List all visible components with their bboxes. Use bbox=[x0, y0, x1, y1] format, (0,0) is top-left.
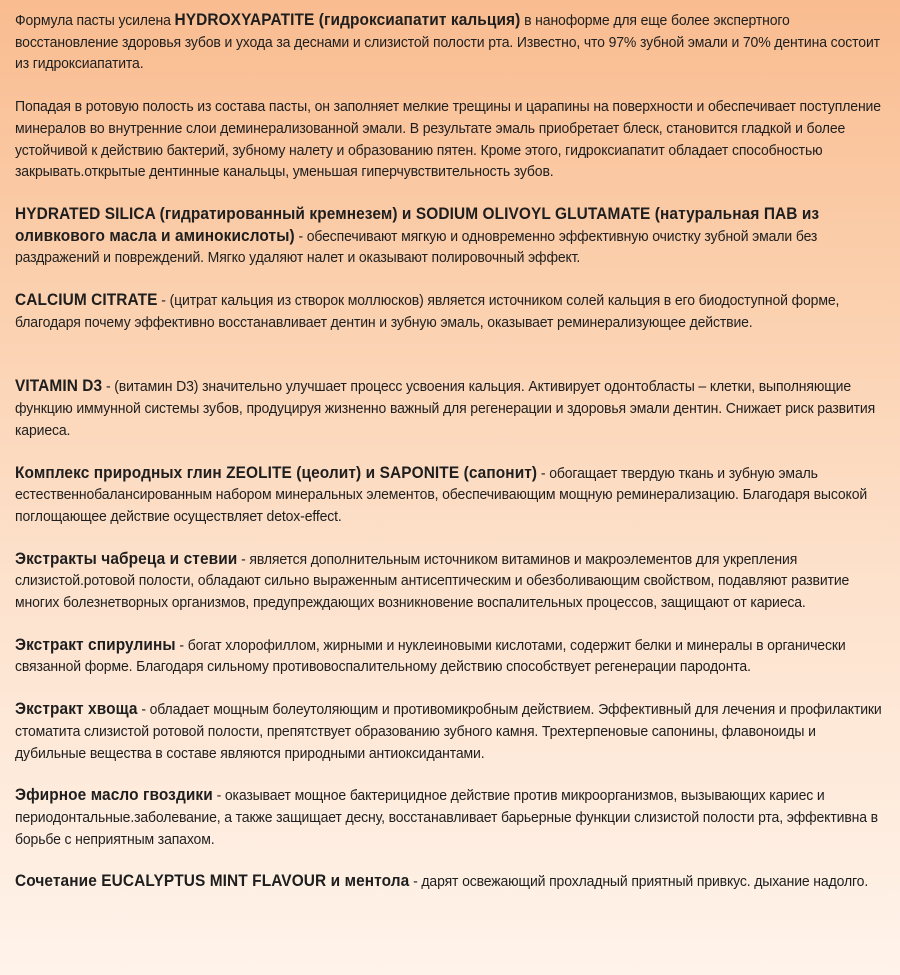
ingredient-title: CALCIUM CITRATE bbox=[15, 291, 158, 310]
ingredient-title: HYDROXYAPATITE (гидроксиапатит кальция) bbox=[174, 11, 521, 29]
ingredient-title: Комплекс природных глин ZEOLITE (цеолит) и SAPONITE (сапонит) bbox=[15, 463, 538, 482]
paragraph-eucalyptus-mint bbox=[15, 871, 885, 893]
paragraph-hydroxyapatite-effect bbox=[15, 96, 885, 183]
ingredient-title: Сочетание EUCALYPTUS MINT FLAVOUR и ментола bbox=[15, 872, 410, 891]
ingredient-title: Экстракт спирулины bbox=[15, 635, 176, 654]
paragraph-text: - (витамин D3) значительно улучшает процесс усвоения кальция. Активирует одонтобласты – клетки, выполняющие функцию иммунной системы зубов, продуцируя жизненно важный для регенерации и здоровья эмали дентин. Снижает риск развития кариеса. bbox=[15, 378, 876, 439]
paragraph-calcium-citrate bbox=[15, 290, 885, 333]
paragraph-spirulina bbox=[15, 635, 885, 678]
ingredient-title: Экстракты чабреца и стевии bbox=[15, 549, 238, 568]
paragraph-text: - богат хлорофиллом, жирными и нуклеиновыми кислотами, содержит белки и минералы в органически связанной форме. Благодаря сильному противовоспалительному действию способствует регенерации пародонта. bbox=[15, 636, 846, 676]
ingredient-title: Эфирное масло гвоздики bbox=[15, 786, 213, 805]
paragraph-clove-oil bbox=[15, 785, 885, 850]
paragraph-text: в наноформе для еще более экспертного восстановление здоровья зубов и ухода за деснами и слизистой полости рта. Известно, что 97% зубной эмали и 70% дентина состоит из гидроксиапатита. bbox=[15, 12, 880, 73]
paragraph-horsetail bbox=[15, 699, 885, 764]
paragraph-text: - дарят освежающий прохладный приятный привкус. дыхание надолго. bbox=[409, 873, 869, 891]
paragraph-text: - является дополнительным источником витаминов и макроэлементов для укрепления слизистой.ротовой полости, обладают сильно выраженным антисептическим и обезболивающим свойством, подавляют развитие многих болезнетворных организмов, предупреждающих возникновение воспалительных процессов, защищают от кариеса. bbox=[15, 550, 850, 612]
ingredient-title: VITAMIN D3 bbox=[15, 377, 103, 396]
paragraph-text: Попадая в ротовую полость из состава пасты, он заполняет мелкие трещины и царапины на поверхности и обеспечивает поступление минералов во внутренние слои деминерализованной эмали. В результате эмаль приобретает блеск, становится гладкой и более устойчивой к действию бактерий, зубному налету и образованию пятен. Кроме этого, гидроксиапатит обладает способностью закрывать.открытые дентинные канальцы, уменьшая гиперчувствительность зубов. bbox=[15, 98, 881, 181]
paragraph-clay-complex bbox=[15, 463, 885, 528]
paragraph-hydroxyapatite bbox=[15, 10, 885, 75]
paragraph-text: - обеспечивают мягкую и одновременно эффективную очистку зубной эмали без раздражений и повреждений. Мягко удаляют налет и оказывают полировочный эффект. bbox=[15, 227, 818, 267]
paragraph-text: - обогащает твердую ткань и зубную эмаль естественнобалансированным набором минеральных элементов, обеспечивающим мощную реминерализацию. Благодаря высокой поглощающее действие осуществляет detox-effect. bbox=[15, 464, 868, 525]
paragraph-text: - (цитрат кальция из створок моллюсков) является источником солей кальция в его биодоступной форме, благодаря почему эффективно восстанавливает дентин и зубную эмаль, оказывает реминерализующее действие. bbox=[15, 292, 840, 331]
paragraph-vitamin-d3 bbox=[15, 376, 885, 441]
ingredient-title: Экстракт хвоща bbox=[15, 700, 138, 719]
paragraph-thyme-stevia bbox=[15, 549, 885, 614]
ingredient-title: HYDRATED SILICA (гидратированный кремнезем) и SODIUM OLIVOYL GLUTAMATE (натуральная ПАВ из оливкового масла и аминокислоты) bbox=[15, 204, 820, 245]
paragraph-text: - оказывает мощное бактерицидное действие против микроорганизмов, вызывающих кариес и периодонтальные.заболевание, а также защищает десну, восстанавливает барьерные функции слизистой полости рта, эффективна в борьбе с неприятным запахом. bbox=[15, 787, 878, 848]
paragraph-intro: Формула пасты усилена bbox=[15, 12, 175, 29]
paragraph-hydrated-silica bbox=[15, 204, 885, 269]
paragraph-text: - обладает мощным болеутоляющим и противомикробным действием. Эффективный для лечения и профилактики стоматита слизистой ротовой полости, препятствует образованию зубного камня. Трехтерпеновые сапонины, флавоноиды и дубильные вещества в составе являются природными антиоксидантами. bbox=[15, 701, 882, 762]
